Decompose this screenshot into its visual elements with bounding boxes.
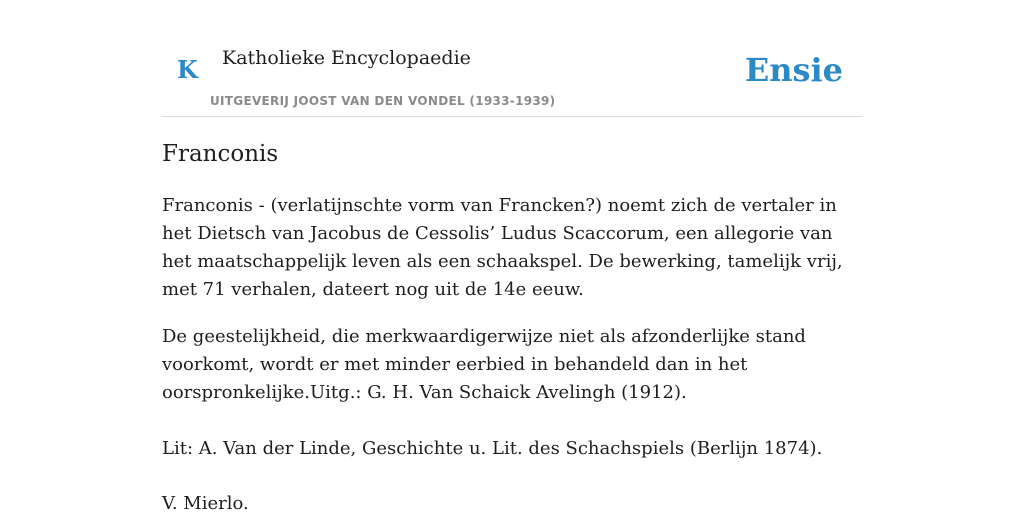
article-author: V. Mierlo.: [162, 493, 249, 512]
article-title: Franconis: [162, 141, 279, 167]
k-logo-icon[interactable]: K: [177, 55, 198, 84]
article-paragraph: Franconis - (verlatijnschte vorm van Francken?) noemt zich de vertaler in het Dietsch van Jacobus de Cessolis’ Ludus Scaccorum, een allegorie van het maatschappelijk leven als een schaakspel. De bewerking, tamelijk vrij, met 71 verhalen, dateert nog uit de 14e eeuw.: [162, 195, 843, 300]
site-header: [162, 0, 862, 117]
ensie-logo[interactable]: Ensie: [744, 51, 843, 89]
article-paragraph: De geestelijkheid, die merkwaardigerwijze niet als afzonderlijke stand voorkomt, wordt er met minder eerbied in behandeld dan in het oorspronkelijke.Uitg.: G. H. Van Schaick Avelingh (1912).: [162, 326, 806, 403]
article: [162, 136, 862, 512]
publisher-label: UITGEVERIJ JOOST VAN DEN VONDEL (1933-1939): [210, 94, 556, 108]
site-title[interactable]: Katholieke Encyclopaedie: [222, 47, 471, 69]
article-literature: Lit: A. Van der Linde, Geschichte u. Lit. des Schachspiels (Berlijn 1874).: [162, 438, 823, 459]
